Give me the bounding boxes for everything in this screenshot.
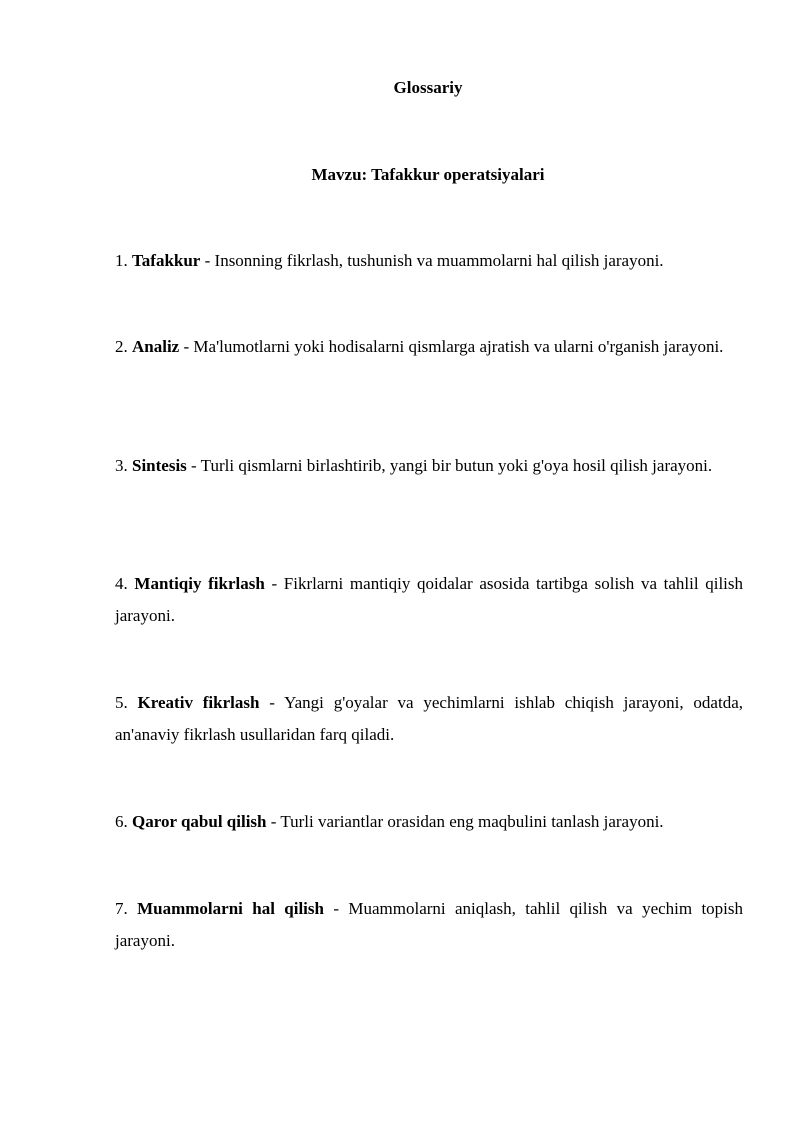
- glossary-entry: [115, 245, 743, 277]
- page-subtitle: Mavzu: Tafakkur operatsiyalari: [311, 165, 545, 184]
- entry-number: 5.: [115, 693, 128, 712]
- glossary-entry: [115, 893, 743, 957]
- entry-definition: Insonning fikrlash, tushunish va muammolarni hal qilish jarayoni.: [214, 251, 664, 270]
- glossary-entry: [115, 450, 743, 482]
- entry-separator: -: [270, 812, 277, 831]
- glossary-entry: [115, 806, 743, 838]
- entry-number: 3.: [115, 456, 128, 475]
- page-title: Glossariy: [393, 78, 463, 97]
- entry-term: Mantiqiy fikrlash: [134, 574, 265, 593]
- entry-term: Muammolarni hal qilish: [137, 899, 324, 918]
- entry-separator: -: [204, 251, 211, 270]
- entry-definition: Muammolarni aniqlash, tahlil qilish va yechim topish jarayoni.: [115, 899, 744, 950]
- entry-definition: Turli variantlar orasidan eng maqbulini tanlash jarayoni.: [280, 812, 664, 831]
- entry-definition: Turli qismlarni birlashtirib, yangi bir butun yoki g'oya hosil qilish jarayoni.: [200, 456, 713, 475]
- entry-number: 2.: [115, 337, 128, 356]
- entry-term: Analiz: [132, 337, 180, 356]
- glossary-entry: [115, 568, 743, 632]
- entry-separator: -: [333, 899, 339, 918]
- glossary-entry: [115, 687, 743, 751]
- entry-number: 6.: [115, 812, 128, 831]
- entry-number: 1.: [115, 251, 128, 270]
- entry-separator: -: [183, 337, 190, 356]
- entry-term: Qaror qabul qilish: [132, 812, 267, 831]
- entry-number: 7.: [115, 899, 128, 918]
- entry-separator: -: [269, 693, 275, 712]
- entry-separator: -: [271, 574, 278, 593]
- entry-definition: Fikrlarni mantiqiy qoidalar asosida tartibga solish va tahlil qilish jarayoni.: [115, 574, 744, 625]
- entry-term: Sintesis: [132, 456, 187, 475]
- entry-term: Kreativ fikrlash: [137, 693, 260, 712]
- entry-number: 4.: [115, 574, 128, 593]
- entry-definition: Ma'lumotlarni yoki hodisalarni qismlarga ajratish va ularni o'rganish jarayoni.: [193, 337, 724, 356]
- entry-definition: Yangi g'oyalar va yechimlarni ishlab chiqish jarayoni, odatda, an'anaviy fikrlash usullaridan farq qiladi.: [115, 693, 743, 744]
- glossary-entry: [115, 331, 743, 363]
- entry-term: Tafakkur: [132, 251, 201, 270]
- entry-separator: -: [191, 456, 197, 475]
